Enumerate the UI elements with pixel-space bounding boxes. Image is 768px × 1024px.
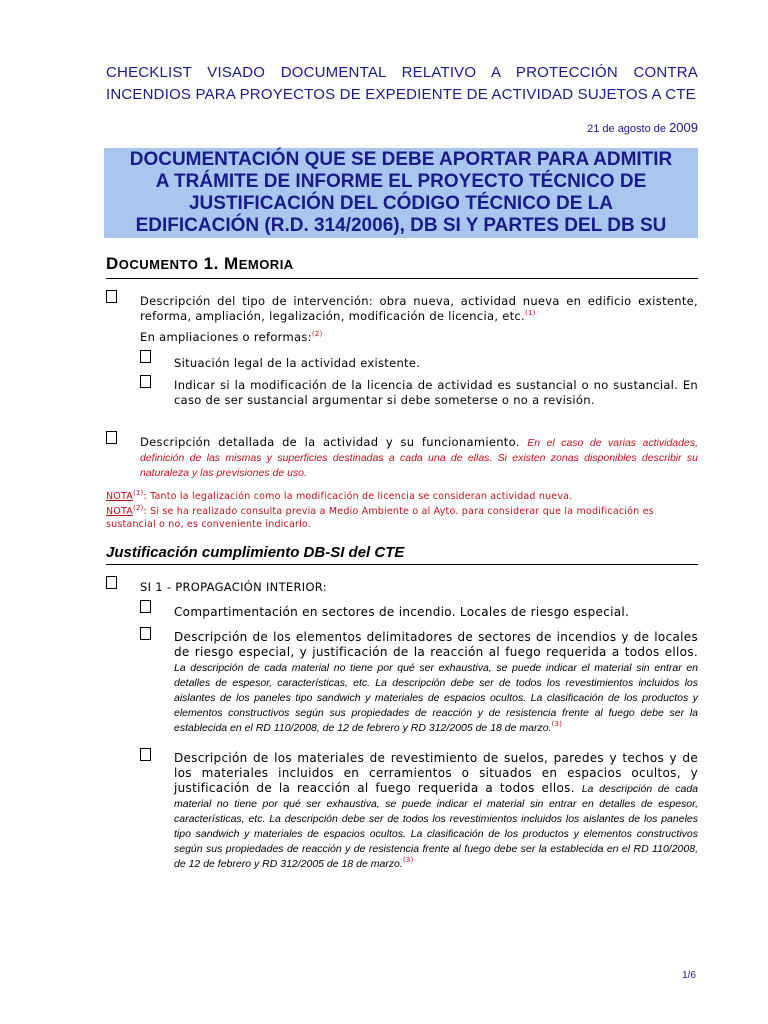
sub-item-delimiting-elements	[174, 630, 698, 735]
document-title	[106, 62, 698, 106]
checkbox-coating-materials[interactable]	[140, 748, 151, 761]
note-1-sup: (1)	[132, 488, 144, 497]
banner-line-4: EDIFICACIÓN (R.D. 314/2006), DB SI Y PARTES DEL DB SU	[135, 215, 667, 236]
delimiting-elements-note: La descripción de cada material no tiene por qué ser exhaustiva, se puede indicar el material sin entrar en detalles de espesor, características, etc. La descripción debe ser de todos los revestimientos incluidos los aislantes de los paneles tipo sandwich y materiales de espacios ocultos. La clasificación de los productos y elementos constructivos según sus propiedades de reacción y de resistencia frente al fuego debe ser la establecida en el RD 110/2008, de 12 de febrero y RD 312/2005 de 18 de marzo.	[174, 662, 698, 734]
heading-rest-emoria: EMORIA	[238, 257, 294, 272]
item-activity-text: Descripción detallada de la actividad y su funcionamiento.	[140, 435, 520, 449]
checkbox-activity-description[interactable]	[106, 431, 117, 444]
note-2	[106, 505, 698, 531]
heading-rest-ocumento: OCUMENTO	[118, 257, 199, 272]
item-activity-description	[140, 435, 698, 480]
heading-number: 1.	[198, 254, 225, 273]
footnote-ref-1: (1)	[525, 309, 536, 318]
sub-item-legal-situation: Situación legal de la actividad existente.	[174, 356, 421, 370]
ampliaciones-text: En ampliaciones o reformas:	[140, 330, 312, 344]
note-1-label: NOTA	[106, 491, 133, 502]
item-intervention-text: Descripción del tipo de intervención: obra nueva, actividad nueva en edificio existente, reforma, ampliación, legalización, modificación de licencia, etc.	[140, 294, 698, 323]
requirements-banner	[104, 148, 698, 238]
footnote-ref-2: (2)	[311, 330, 323, 339]
document-1-heading	[106, 254, 698, 279]
delimiting-elements-text: Descripción de los elementos delimitadores de sectores de incendios y de locales de riesgo especial, y justificación de la reacción al fuego requerida a todos ellos.	[174, 630, 698, 659]
coating-materials-text: Descripción de los materiales de revestimiento de suelos, paredes y techos y de los materiales incluidos en cerramientos o situados en espacios ocultos, y justificación de la reacción al fuego requerida a todos ellos.	[174, 751, 698, 795]
note-2-text: : Si se ha realizado consulta previa a Medio Ambiente o al Ayto. para considerar que la modificación es sustancial o no, es conveniente indicarlo.	[106, 506, 654, 530]
coating-materials-note: La descripción de cada material no tiene por qué ser exhaustiva, se puede indicar el material sin entrar en detalles de espesor, características, etc. La descripción debe ser de todos los revestimientos incluidos los aislantes de los paneles tipo sandwich y materiales de espacios ocultos. La clasificación de los productos y elementos constructivos según sus propiedades de reacción y de resistencia frente al fuego debe ser la establecida en el RD 110/2008, de 12 de febrero y RD 312/2005 de 18 de marzo.	[174, 783, 698, 870]
si1-label: SI 1 - PROPAGACIÓN INTERIOR:	[140, 580, 327, 594]
note-1-text: : Tanto la legalización como la modificación de licencia se consideran actividad nueva.	[143, 491, 573, 502]
checkbox-compartmentation[interactable]	[140, 600, 151, 613]
section-db-si-heading: Justificación cumplimiento DB-SI del CTE	[106, 544, 698, 565]
title-line-2: INCENDIOS PARA PROYECTOS DE EXPEDIENTE DE ACTIVIDAD SUJETOS A CTE	[106, 86, 696, 103]
banner-line-1: DOCUMENTACIÓN QUE SE DEBE APORTAR PARA ADMITIR	[129, 149, 673, 170]
note-2-label: NOTA	[106, 506, 133, 517]
ampliaciones-label	[140, 330, 698, 345]
checkbox-si1[interactable]	[106, 576, 117, 589]
heading-cap-m: M	[224, 254, 239, 273]
title-line-1: CHECKLIST VISADO DOCUMENTAL RELATIVO A PROTECCIÓN CONTRA	[106, 64, 698, 81]
heading-cap-d: D	[106, 254, 119, 273]
checkbox-legal-situation[interactable]	[140, 350, 151, 363]
document-date	[587, 120, 698, 135]
date-year: 2009	[669, 120, 698, 135]
banner-line-2: A TRÁMITE DE INFORME EL PROYECTO TÉCNICO DE	[155, 171, 647, 192]
note-1	[106, 490, 698, 503]
note-2-sup: (2)	[132, 503, 144, 512]
date-text: 21 de agosto de	[587, 123, 667, 135]
item-activity-note: En el caso de varias actividades, definición de las mismas y superficies destinadas a cada una de ellas. Si existen zonas disponibles describir su naturaleza y las previsiones de uso.	[140, 437, 698, 479]
footnote-ref-3a: (3)	[551, 720, 563, 728]
sub-item-coating-materials	[174, 751, 698, 871]
checkbox-delimiting-elements[interactable]	[140, 627, 151, 640]
sub-item-license-modification: Indicar si la modificación de la licencia de actividad es sustancial o no sustancial. En caso de ser sustancial argumentar si debe someterse o no a revisión.	[174, 378, 698, 407]
footnote-ref-3b: (3)	[402, 856, 414, 864]
sub-item-compartmentation: Compartimentación en sectores de incendio. Locales de riesgo especial.	[174, 605, 630, 619]
banner-line-3: JUSTIFICACIÓN DEL CÓDIGO TÉCNICO DE LA	[188, 193, 613, 214]
page-number: 1/6	[682, 970, 696, 981]
checkbox-license-modification[interactable]	[140, 375, 151, 388]
checkbox-intervention-type[interactable]	[106, 290, 117, 303]
item-intervention-type	[140, 294, 698, 324]
